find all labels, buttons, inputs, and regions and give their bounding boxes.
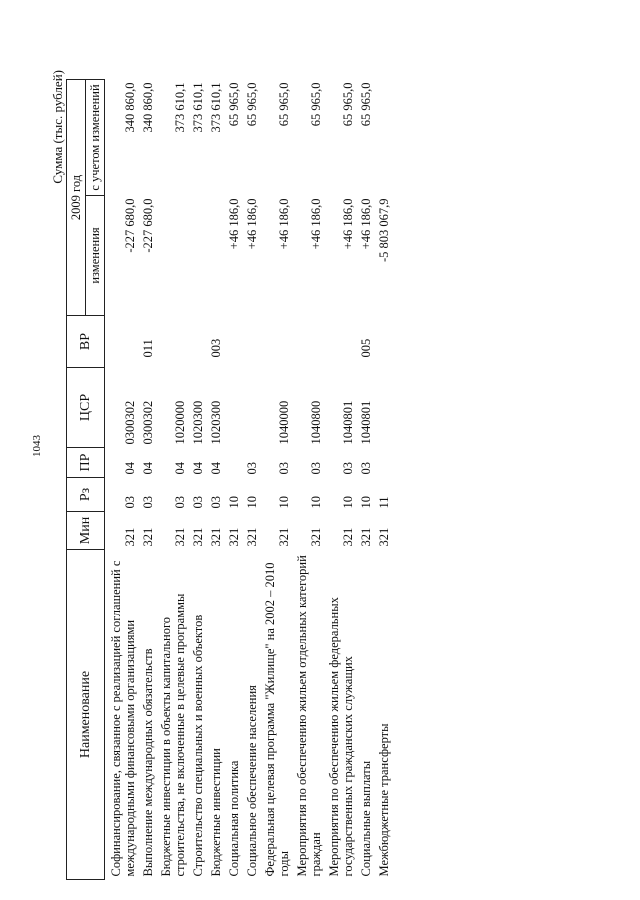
cell-min: 321	[359, 527, 373, 547]
cell-pr: 03	[245, 462, 259, 475]
cell-csr	[243, 368, 261, 448]
cell-total: 340 860,0	[123, 82, 137, 133]
cell-name: Федеральная целевая программа "Жилище" на 2002 – 2010 годы	[263, 562, 291, 877]
cell-rz: 03	[123, 496, 137, 509]
header-rz: Рз	[67, 478, 105, 512]
table-row	[157, 80, 189, 880]
cell-name: Строительство специальных и военных объектов	[191, 614, 205, 877]
cell-total: 373 610,1	[173, 82, 187, 133]
cell-rz: 03	[209, 496, 223, 509]
cell-pr	[225, 448, 243, 478]
cell-csr: 1040801	[359, 400, 373, 445]
cell-pr	[375, 448, 393, 478]
cell-vr	[293, 316, 325, 368]
cell-vr	[157, 316, 189, 368]
cell-total: 65 965,0	[309, 82, 323, 127]
cell-rz: 11	[377, 496, 391, 509]
cell-min: 321	[309, 527, 323, 547]
cell-rz: 03	[173, 496, 187, 509]
table-row	[293, 80, 325, 880]
cell-min: 321	[141, 527, 155, 547]
cell-changes: -227 680,0	[141, 198, 155, 253]
cell-rz: 03	[141, 496, 155, 509]
cell-rz: 10	[359, 496, 373, 509]
table-row	[105, 80, 140, 880]
table-body	[105, 80, 394, 880]
cell-changes: +46 186,0	[277, 198, 291, 250]
cell-rz: 10	[227, 496, 241, 509]
header-name: Наименование	[67, 550, 105, 880]
cell-min: 321	[123, 527, 137, 547]
table-row	[325, 80, 357, 880]
header-vr: ВР	[67, 316, 105, 368]
cell-name: Социальные выплаты	[359, 760, 373, 877]
cell-rz: 10	[309, 496, 323, 509]
amount-caption: Сумма (тыс. рублей)	[50, 70, 65, 184]
cell-rz: 03	[191, 496, 205, 509]
cell-min: 321	[209, 527, 223, 547]
cell-name: Социальное обеспечение населения	[245, 685, 259, 877]
cell-csr	[225, 368, 243, 448]
header-with-changes: с учетом изменений	[86, 80, 105, 196]
cell-changes	[157, 196, 189, 316]
table-header	[67, 80, 105, 880]
cell-pr: 03	[309, 462, 323, 475]
cell-changes	[207, 196, 225, 316]
cell-vr: 011	[141, 339, 155, 358]
cell-min: 321	[341, 527, 355, 547]
cell-total: 65 965,0	[277, 82, 291, 127]
cell-pr: 03	[277, 462, 291, 475]
cell-name: Выполнение международных обязательств	[141, 648, 155, 877]
page-number: 1043	[31, 435, 43, 457]
table-row	[225, 80, 243, 880]
cell-vr: 003	[209, 338, 223, 358]
cell-changes	[189, 196, 207, 316]
cell-csr: 1040801	[341, 400, 355, 445]
cell-min: 321	[173, 527, 187, 547]
cell-name: Бюджетные инвестиции	[209, 748, 223, 877]
cell-total: 373 610,1	[191, 82, 205, 133]
header-csr: ЦСР	[67, 368, 105, 448]
cell-changes: +46 186,0	[245, 198, 259, 250]
cell-vr	[261, 316, 293, 368]
table-row	[139, 80, 157, 880]
cell-min: 321	[227, 527, 241, 547]
cell-changes: -227 680,0	[123, 198, 137, 253]
cell-changes: +46 186,0	[227, 198, 241, 250]
cell-pr: 04	[173, 462, 187, 475]
cell-pr: 04	[191, 462, 205, 475]
cell-csr: 0300302	[141, 400, 155, 445]
cell-vr	[189, 316, 207, 368]
cell-vr	[325, 316, 357, 368]
cell-vr: 005	[359, 338, 373, 358]
budget-table	[66, 79, 393, 880]
cell-min: 321	[277, 527, 291, 547]
cell-total: 65 965,0	[359, 82, 373, 127]
cell-csr: 1040000	[277, 400, 291, 445]
cell-vr	[105, 316, 140, 368]
cell-total	[375, 80, 393, 196]
cell-pr: 04	[209, 462, 223, 475]
header-pr: ПР	[67, 448, 105, 478]
header-changes: изменения	[86, 196, 105, 316]
cell-name: Мероприятия по обеспечению жильем отдельных категорий граждан	[295, 555, 323, 877]
cell-csr: 1020300	[191, 400, 205, 445]
cell-pr: 03	[341, 462, 355, 475]
table-row	[189, 80, 207, 880]
cell-pr: 03	[359, 462, 373, 475]
cell-vr	[375, 316, 393, 368]
cell-total: 373 610,1	[209, 82, 223, 133]
cell-rz: 10	[245, 496, 259, 509]
cell-min: 321	[245, 527, 259, 547]
table-row	[243, 80, 261, 880]
cell-changes: +46 186,0	[359, 198, 373, 250]
cell-changes: +46 186,0	[341, 198, 355, 250]
cell-total: 65 965,0	[227, 82, 241, 127]
cell-total: 65 965,0	[245, 82, 259, 127]
cell-total: 340 860,0	[141, 82, 155, 133]
header-min: Мин	[67, 512, 105, 550]
cell-name: Социальная политика	[227, 760, 241, 877]
cell-name: Софинансирование, связанное с реализацией соглашений с международными финансовыми организациями	[109, 560, 137, 877]
cell-pr: 04	[141, 462, 155, 475]
cell-changes: +46 186,0	[309, 198, 323, 250]
cell-csr: 0300302	[123, 400, 137, 445]
cell-csr: 1040800	[309, 400, 323, 445]
cell-pr: 04	[123, 462, 137, 475]
cell-csr	[375, 368, 393, 448]
cell-rz: 10	[277, 496, 291, 509]
cell-name: Межбюджетные трансферты	[377, 723, 391, 877]
rotated-page	[50, 60, 610, 880]
table-row	[375, 80, 393, 880]
cell-csr: 1020000	[173, 400, 187, 445]
cell-min: 321	[377, 527, 391, 547]
cell-total: 65 965,0	[341, 82, 355, 127]
cell-name: Бюджетные инвестиции в объекты капитального строительства, не включенные в целевые программы	[159, 593, 187, 877]
cell-vr	[225, 316, 243, 368]
table-row	[357, 80, 375, 880]
cell-changes: -5 803 067,9	[377, 198, 391, 263]
cell-min: 321	[191, 527, 205, 547]
cell-rz: 10	[341, 496, 355, 509]
cell-name: Мероприятия по обеспечению жильем федеральных государственных гражданских служащих	[327, 597, 355, 877]
cell-vr	[243, 316, 261, 368]
header-year: 2009 год	[67, 80, 86, 316]
cell-csr: 1020300	[209, 400, 223, 445]
table-row	[261, 80, 293, 880]
table-row	[207, 80, 225, 880]
